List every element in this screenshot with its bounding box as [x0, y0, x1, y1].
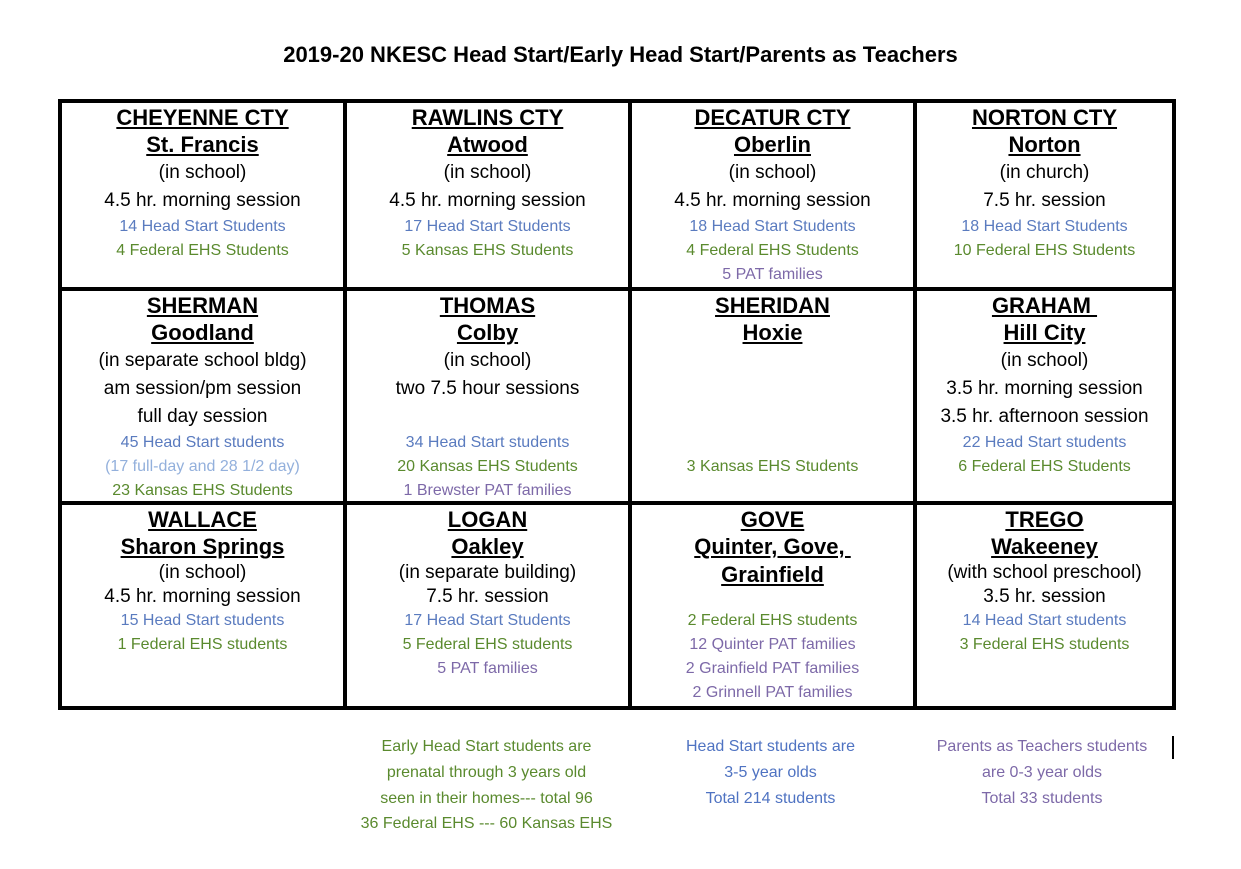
- session: 3.5 hr. session: [983, 586, 1106, 607]
- county-name: THOMAS: [439, 293, 536, 318]
- setting: (with school preschool): [947, 562, 1142, 583]
- head-start-count: 14 Head Start Students: [119, 218, 286, 235]
- town-name: Quinter, Gove,: [694, 534, 851, 559]
- setting: (in school): [728, 162, 817, 183]
- head-start-note: (17 full-day and 28 1/2 day): [105, 458, 300, 475]
- head-start-count: 18 Head Start Students: [961, 218, 1128, 235]
- ehs-count: 3 Kansas EHS Students: [686, 458, 859, 475]
- session: 3.5 hr. morning session: [946, 378, 1143, 399]
- session: am session/pm session: [103, 378, 302, 399]
- summary-line: 36 Federal EHS --- 60 Kansas EHS: [360, 815, 613, 832]
- summary-line: Early Head Start students are: [381, 738, 592, 755]
- pat-summary: [913, 734, 1171, 811]
- town-name: Colby: [456, 320, 519, 345]
- summary-line: prenatal through 3 years old: [386, 764, 587, 781]
- setting: (in school): [443, 162, 532, 183]
- cell-trego: [917, 505, 1172, 706]
- session: 7.5 hr. session: [983, 190, 1106, 211]
- cell-cheyenne: [62, 103, 347, 291]
- setting: (in separate building): [398, 562, 577, 583]
- town-name: Wakeeney: [991, 534, 1098, 559]
- head-start-count: 34 Head Start students: [405, 434, 570, 451]
- pat-count: 5 PAT families: [437, 660, 538, 677]
- county-name: SHERIDAN: [715, 293, 830, 318]
- town-name: St. Francis: [146, 132, 259, 157]
- cell-graham: [917, 291, 1172, 505]
- cell-sheridan: [632, 291, 917, 505]
- town-name: Hill City: [1003, 320, 1086, 345]
- setting: (in school): [158, 562, 247, 583]
- county-name: SHERMAN: [146, 293, 259, 318]
- ehs-count: 6 Federal EHS Students: [958, 458, 1131, 475]
- cell-rawlins: [347, 103, 632, 291]
- pat-count: 5 PAT families: [722, 266, 823, 283]
- ehs-count: 1 Federal EHS students: [117, 636, 288, 653]
- cell-sherman: [62, 291, 347, 505]
- text-cursor-bar: [1172, 736, 1174, 759]
- session: full day session: [137, 406, 268, 427]
- setting: (in school): [1000, 350, 1089, 371]
- head-start-count: 17 Head Start Students: [404, 612, 571, 629]
- session: 4.5 hr. morning session: [104, 190, 301, 211]
- summary-line: 3-5 year olds: [724, 764, 817, 781]
- session: 4.5 hr. morning session: [389, 190, 586, 211]
- summary-line: Head Start students are: [686, 738, 855, 755]
- summary-line: Total 33 students: [981, 790, 1103, 807]
- cell-norton: [917, 103, 1172, 291]
- ehs-count: 20 Kansas EHS Students: [397, 458, 578, 475]
- town-name: Goodland: [151, 320, 254, 345]
- head-start-count: 14 Head Start students: [962, 612, 1127, 629]
- county-name: LOGAN: [447, 507, 528, 532]
- session: 4.5 hr. morning session: [104, 586, 301, 607]
- pat-count: 12 Quinter PAT families: [689, 636, 856, 653]
- summary-line: Parents as Teachers students: [936, 738, 1148, 755]
- ehs-count: 5 Kansas EHS Students: [401, 242, 574, 259]
- session: 3.5 hr. afternoon session: [940, 406, 1149, 427]
- session: 7.5 hr. session: [426, 586, 549, 607]
- cell-logan: [347, 505, 632, 706]
- setting: (in separate school bldg): [98, 350, 307, 371]
- ehs-count: 10 Federal EHS Students: [953, 242, 1136, 259]
- setting: (in school): [443, 350, 532, 371]
- summary-line: seen in their homes--- total 96: [380, 790, 593, 807]
- county-name: DECATUR CTY: [694, 105, 851, 130]
- summary-line: Total 214 students: [705, 790, 836, 807]
- county-name: GRAHAM: [991, 293, 1098, 318]
- ehs-count: 5 Federal EHS students: [402, 636, 573, 653]
- summary-line: are 0-3 year olds: [981, 764, 1103, 781]
- setting: (in school): [158, 162, 247, 183]
- spacer: [632, 589, 913, 609]
- spacer: [347, 403, 628, 431]
- cell-thomas: [347, 291, 632, 505]
- spacer: [632, 403, 913, 431]
- cell-gove: [632, 505, 917, 706]
- setting: (in church): [999, 162, 1090, 183]
- pat-count: 2 Grainfield PAT families: [685, 660, 860, 677]
- town-name: Sharon Springs: [120, 534, 285, 559]
- town-name: Norton: [1008, 132, 1081, 157]
- session: two 7.5 hour sessions: [395, 378, 580, 399]
- cell-wallace: [62, 505, 347, 706]
- ehs-count: 23 Kansas EHS Students: [112, 482, 293, 499]
- pat-count: 1 Brewster PAT families: [403, 482, 572, 499]
- page-title: 2019-20 NKESC Head Start/Early Head Start/Parents as Teachers: [283, 42, 958, 67]
- head-start-count: 18 Head Start Students: [689, 218, 856, 235]
- county-name: RAWLINS CTY: [411, 105, 564, 130]
- county-name: NORTON CTY: [971, 105, 1118, 130]
- head-start-count: 45 Head Start students: [120, 434, 285, 451]
- town-name: Grainfield: [721, 562, 824, 587]
- ehs-summary: [343, 734, 630, 836]
- ehs-count: 3 Federal EHS students: [959, 636, 1130, 653]
- county-name: GOVE: [740, 507, 805, 532]
- county-name: CHEYENNE CTY: [116, 105, 289, 130]
- spacer: [632, 431, 913, 455]
- head-start-count: 17 Head Start Students: [404, 218, 571, 235]
- pat-count: 2 Grinnell PAT families: [692, 684, 853, 701]
- cell-decatur: [632, 103, 917, 291]
- ehs-count: 4 Federal EHS Students: [686, 242, 859, 259]
- town-name: Hoxie: [742, 320, 803, 345]
- town-name: Atwood: [447, 132, 528, 157]
- county-table: [58, 99, 1176, 710]
- head-start-count: 15 Head Start students: [120, 612, 285, 629]
- ehs-count: 2 Federal EHS students: [687, 612, 858, 629]
- town-name: Oakley: [451, 534, 524, 559]
- town-name: Oberlin: [733, 132, 811, 157]
- spacer: [632, 347, 913, 375]
- county-name: WALLACE: [148, 507, 257, 532]
- hs-summary: [628, 734, 913, 811]
- ehs-count: 4 Federal EHS Students: [116, 242, 289, 259]
- spacer: [632, 375, 913, 403]
- county-name: TREGO: [1005, 507, 1084, 532]
- head-start-count: 22 Head Start students: [962, 434, 1127, 451]
- session: 4.5 hr. morning session: [674, 190, 871, 211]
